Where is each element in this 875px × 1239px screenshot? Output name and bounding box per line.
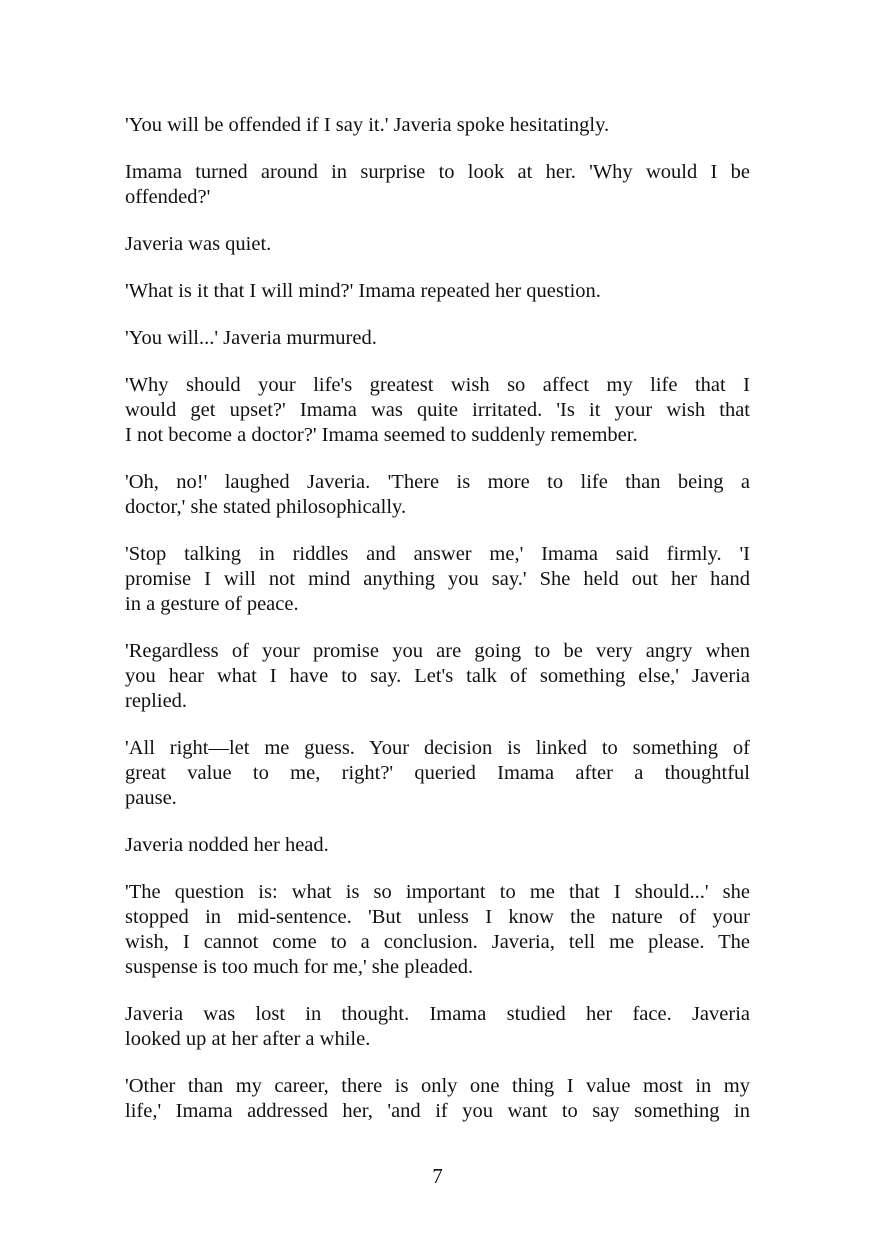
text-line: 'Oh, no!' laughed Javeria. 'There is more to life than being a: [125, 471, 750, 493]
paragraph: [125, 1074, 750, 1124]
paragraph: [125, 880, 750, 980]
text-line: 'The question is: what is so important to me that I should...' she: [125, 881, 750, 903]
paragraph: [125, 232, 750, 257]
text-line: 'Why should your life's greatest wish so affect my life that I: [125, 374, 750, 396]
text-line: 'What is it that I will mind?' Imama repeated her question.: [125, 280, 601, 302]
text-line: offended?': [125, 186, 211, 208]
text-line: 'All right—let me guess. Your decision is linked to something of: [125, 737, 750, 759]
paragraph: [125, 279, 750, 304]
paragraph: [125, 1002, 750, 1052]
text-line: great value to me, right?' queried Imama after a thoughtful: [125, 762, 750, 784]
text-line: in a gesture of peace.: [125, 593, 299, 615]
text-line: 'Stop talking in riddles and answer me,' Imama said firmly. 'I: [125, 543, 750, 565]
paragraph: [125, 326, 750, 351]
text-line: Javeria was quiet.: [125, 233, 272, 255]
page-body-text: [125, 113, 750, 1146]
text-line: replied.: [125, 690, 188, 712]
text-line: wish, I cannot come to a conclusion. Javeria, tell me please. The: [125, 931, 750, 953]
text-line: Imama turned around in surprise to look at her. 'Why would I be: [125, 161, 750, 183]
text-line: promise I will not mind anything you say.' She held out her hand: [125, 568, 750, 590]
text-line: pause.: [125, 787, 177, 809]
text-line: I not become a doctor?' Imama seemed to suddenly remember.: [125, 424, 638, 446]
text-line: Javeria was lost in thought. Imama studied her face. Javeria: [125, 1003, 750, 1025]
paragraph: [125, 470, 750, 520]
paragraph: [125, 542, 750, 617]
text-line: suspense is too much for me,' she pleaded.: [125, 956, 474, 978]
page-number: 7: [432, 1164, 443, 1188]
paragraph: [125, 373, 750, 448]
text-line: Javeria nodded her head.: [125, 834, 329, 856]
text-line: 'Regardless of your promise you are going to be very angry when: [125, 640, 750, 662]
paragraph: [125, 639, 750, 714]
text-line: you hear what I have to say. Let's talk of something else,' Javeria: [125, 665, 750, 687]
paragraph: [125, 160, 750, 210]
text-line: 'You will...' Javeria murmured.: [125, 327, 377, 349]
text-line: stopped in mid-sentence. 'But unless I know the nature of your: [125, 906, 750, 928]
text-line: 'You will be offended if I say it.' Javeria spoke hesitatingly.: [125, 114, 610, 136]
paragraph: [125, 833, 750, 858]
paragraph: [125, 113, 750, 138]
paragraph: [125, 736, 750, 811]
text-line: 'Other than my career, there is only one thing I value most in my: [125, 1075, 750, 1097]
text-line: life,' Imama addressed her, 'and if you want to say something in: [125, 1100, 750, 1122]
text-line: doctor,' she stated philosophically.: [125, 496, 407, 518]
text-line: would get upset?' Imama was quite irritated. 'Is it your wish that: [125, 399, 750, 421]
text-line: looked up at her after a while.: [125, 1028, 371, 1050]
